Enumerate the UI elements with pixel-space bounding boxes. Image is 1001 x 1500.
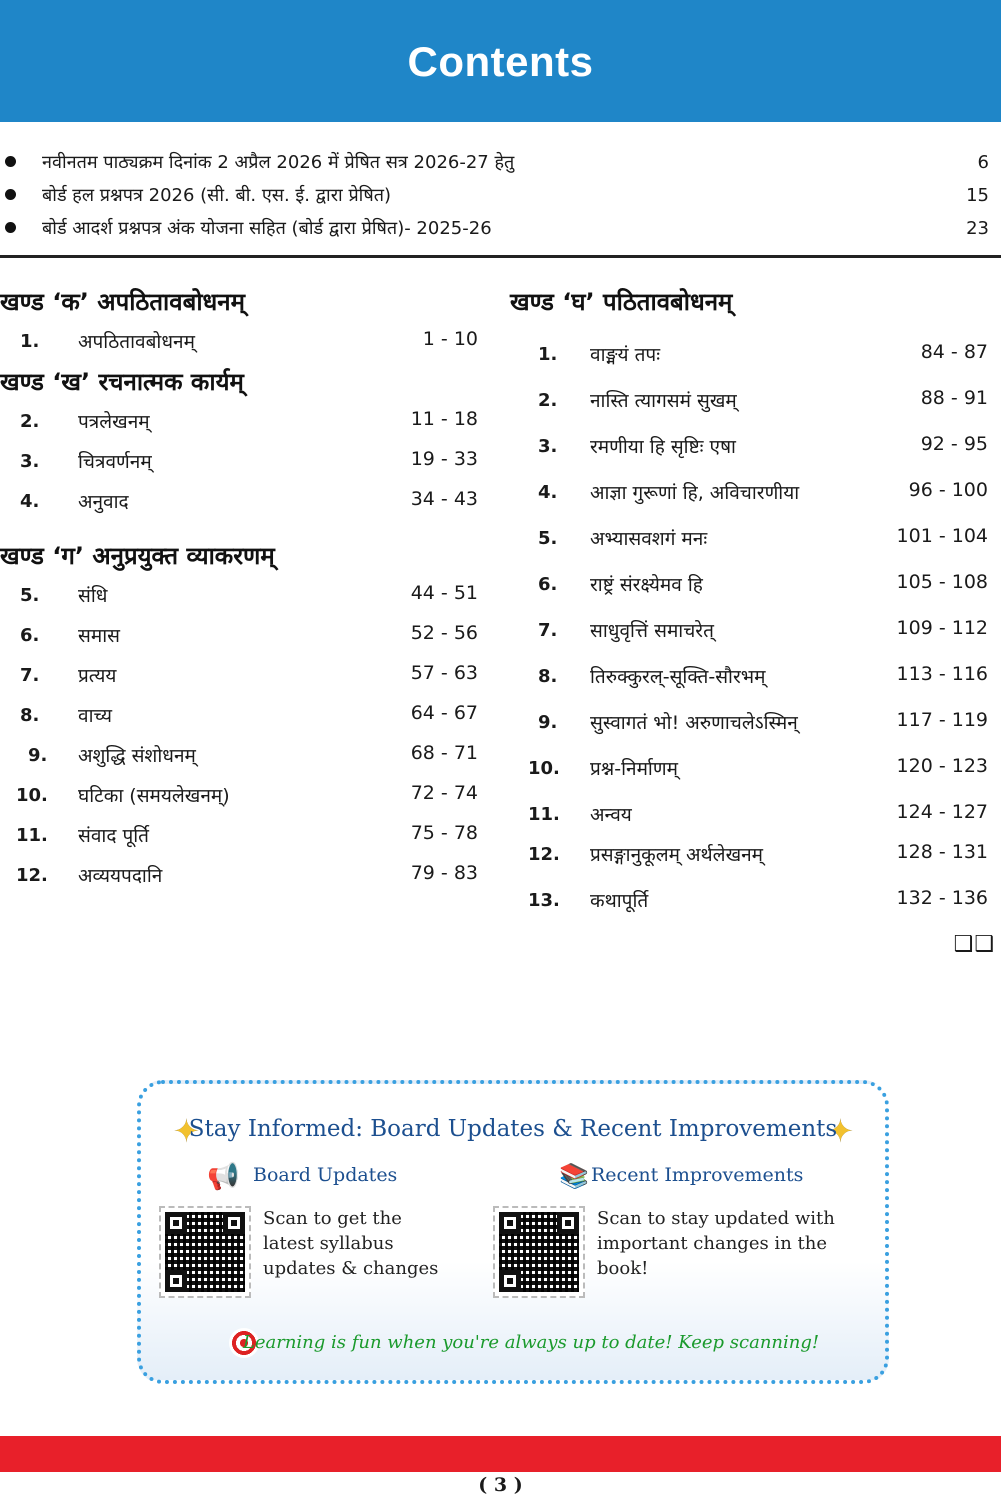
toc-item[interactable] [510,608,1000,654]
toc-item[interactable] [0,656,490,696]
toc-item[interactable] [0,696,490,736]
toc-item-number: 4. [538,482,558,503]
intro-item-page: 23 [966,218,989,239]
toc-item-name: अनुवाद [78,491,129,513]
info-box [137,1080,889,1384]
toc-item-name: वाच्य [78,705,113,727]
toc-item[interactable] [0,816,490,856]
toc-item[interactable] [510,700,1000,746]
toc-item-number: 3. [20,451,40,472]
recent-improvements-qr-code[interactable] [493,1206,585,1298]
intro-item-text: नवीनतम पाठ्यक्रम दिनांक 2 अप्रैल 2026 में प्रेषित सत्र 2026-27 हेतु [42,152,515,173]
toc-item-name: चित्रवर्णनम् [78,451,152,473]
toc-item-number: 2. [20,411,40,432]
bullet-dot [5,156,16,167]
toc-item-pages: 68 - 71 [410,742,478,764]
toc-item-pages: 120 - 123 [896,755,988,777]
toc-item[interactable] [0,616,490,656]
section-title-gha: खण्ड ‘घ’ पठितावबोधनम् [510,288,733,316]
toc-item-name: संवाद पूर्ति [78,825,150,847]
toc-item-name: कथापूर्ति [590,890,649,912]
page-number: ( 3 ) [478,1474,523,1496]
toc-item-name: प्रश्न-निर्माणम् [590,758,678,780]
toc-item-pages: 79 - 83 [410,862,478,884]
toc-item-pages: 124 - 127 [896,801,988,823]
toc-item-pages: 88 - 91 [920,387,988,409]
toc-item-name: सुस्वागतं भो! अरुणाचलेऽस्मिन् [590,712,798,734]
toc-item[interactable] [0,856,490,896]
section-title-ka: खण्ड ‘क’ अपठितावबोधनम् [0,288,245,316]
intro-item[interactable] [0,148,1001,181]
intro-item[interactable] [0,214,1001,247]
toc-item-number: 4. [20,491,40,512]
toc-item[interactable] [0,442,490,482]
toc-item-number: 7. [538,620,558,641]
toc-item-pages: 105 - 108 [896,571,988,593]
contents-right-column [510,282,1000,924]
toc-item-name: तिरुक्कुरल्-सूक्ति-सौरभम् [590,666,766,688]
tagline: Learning is fun when you're always up to date! Keep scanning! [242,1332,820,1353]
toc-item[interactable] [510,424,1000,470]
toc-item-number: 10. [16,785,48,806]
toc-item-pages: 1 - 10 [422,328,478,350]
toc-item-pages: 44 - 51 [410,582,478,604]
toc-item-name: साधुवृत्तिं समाचरेत् [590,620,714,642]
sparkle-icon: ✦ [173,1112,200,1150]
toc-item-number: 7. [20,665,40,686]
bullet-dot [5,189,16,200]
toc-item[interactable] [0,402,490,442]
toc-item-pages: 128 - 131 [896,841,988,863]
sparkle-icon: ✦ [827,1112,854,1150]
toc-item-number: 9. [28,745,48,766]
toc-item-number: 3. [538,436,558,457]
toc-item-pages: 52 - 56 [410,622,478,644]
recent-improvements-heading: Recent Improvements [591,1164,804,1186]
toc-item-pages: 34 - 43 [410,488,478,510]
toc-item-name: नास्ति त्यागसमं सुखम् [590,390,737,412]
toc-item-number: 13. [528,890,560,911]
intro-item-page: 6 [977,152,989,173]
section-title-ga: खण्ड ‘ग’ अनुप्रयुक्त व्याकरणम् [0,542,275,570]
toc-item-name: पत्रलेखनम् [78,411,150,433]
toc-item-name: प्रत्यय [78,665,117,687]
divider [0,255,1001,258]
toc-item-number: 6. [538,574,558,595]
toc-item[interactable] [510,378,1000,424]
toc-item-number: 1. [538,344,558,365]
toc-item[interactable] [0,322,490,362]
toc-item-pages: 92 - 95 [920,433,988,455]
board-updates-qr-code[interactable] [159,1206,251,1298]
toc-item-name: प्रसङ्गानुकूलम् अर्थलेखनम् [590,844,764,866]
toc-item[interactable] [0,776,490,816]
toc-item[interactable] [510,654,1000,700]
toc-item-number: 9. [538,712,558,733]
toc-item-name: रमणीया हि सृष्टिः एषा [590,436,736,458]
intro-item-page: 15 [966,185,989,206]
board-updates-desc: Scan to get the latest syllabus updates & changes [263,1208,439,1279]
toc-item-name: समास [78,625,120,647]
info-box-title: Stay Informed: Board Updates & Recent Improvements [188,1116,838,1142]
bullet-dot [5,222,16,233]
recent-improvements-desc: Scan to stay updated with important changes in the book! [597,1208,835,1279]
intro-item[interactable] [0,181,1001,214]
toc-item-pages: 75 - 78 [410,822,478,844]
toc-item-pages: 11 - 18 [410,408,478,430]
toc-item-number: 10. [528,758,560,779]
toc-item-number: 12. [16,865,48,886]
toc-item[interactable] [0,736,490,776]
footer-bar [0,1436,1001,1472]
toc-item-pages: 19 - 33 [410,448,478,470]
toc-item[interactable] [510,878,1000,924]
toc-item[interactable] [510,746,1000,792]
toc-item-name: अव्ययपदानि [78,865,163,887]
toc-item-name: वाङ्मयं तपः [590,344,661,366]
toc-item[interactable] [0,576,490,616]
toc-item-number: 12. [528,844,560,865]
toc-item-name: अन्वय [590,804,632,826]
toc-item[interactable] [510,562,1000,608]
header-banner [0,0,1001,122]
toc-item[interactable] [510,792,1000,832]
toc-item-pages: 132 - 136 [896,887,988,909]
toc-item-name: संधि [78,585,108,607]
toc-item-pages: 64 - 67 [410,702,478,724]
toc-item-pages: 109 - 112 [896,617,988,639]
contents-left-column [0,282,490,896]
intro-item-text: बोर्ड हल प्रश्नपत्र 2026 (सी. बी. एस. ई. द्वारा प्रेषित) [42,185,392,206]
toc-item-number: 11. [16,825,48,846]
toc-item-name: घटिका (समयलेखनम्) [78,785,230,807]
toc-item-number: 11. [528,804,560,825]
toc-item-pages: 57 - 63 [410,662,478,684]
toc-item-number: 1. [20,331,40,352]
toc-item-pages: 101 - 104 [896,525,988,547]
toc-item-number: 8. [20,705,40,726]
toc-item-pages: 96 - 100 [908,479,988,501]
section-title-kha: खण्ड ‘ख’ रचनात्मक कार्यम् [0,368,244,396]
toc-item[interactable] [510,332,1000,378]
toc-item[interactable] [510,832,1000,878]
toc-item[interactable] [510,470,1000,516]
intro-list [0,148,1001,247]
toc-item-name: अशुद्धि संशोधनम् [78,745,196,767]
toc-item-number: 8. [538,666,558,687]
toc-item-pages: 113 - 116 [896,663,988,685]
toc-item-name: आज्ञा गुरूणां हि, अविचारणीया [590,482,800,504]
toc-item-pages: 72 - 74 [410,782,478,804]
toc-item-pages: 117 - 119 [896,709,988,731]
board-updates-heading: Board Updates [253,1164,398,1186]
megaphone-icon: 📢 [207,1162,240,1192]
end-mark: ❑❑ [953,932,995,957]
toc-item-name: अभ्यासवशगं मनः [590,528,708,550]
toc-item-name: अपठितावबोधनम् [78,331,195,353]
toc-item-number: 5. [538,528,558,549]
toc-item-number: 2. [538,390,558,411]
toc-item[interactable] [510,516,1000,562]
toc-item-number: 6. [20,625,40,646]
page-title: Contents [407,38,594,85]
toc-item-number: 5. [20,585,40,606]
books-icon: 📚 [559,1162,589,1190]
toc-item[interactable] [0,482,490,522]
toc-item-pages: 84 - 87 [920,341,988,363]
toc-item-name: राष्ट्रं संरक्ष्येमव हि [590,574,703,596]
intro-item-text: बोर्ड आदर्श प्रश्नपत्र अंक योजना सहित (बोर्ड द्वारा प्रेषित)- 2025-26 [42,218,492,239]
